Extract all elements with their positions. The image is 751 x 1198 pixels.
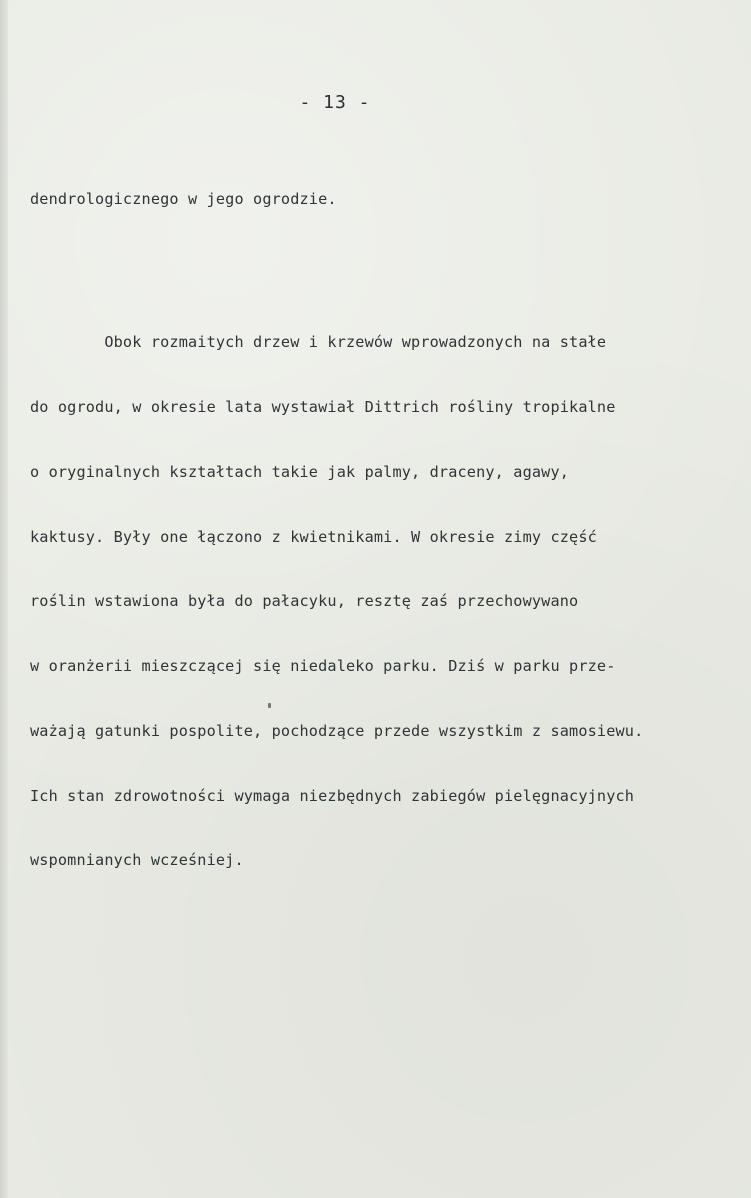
text-line: roślin wstawiona była do pałacyku, resztę zaś przechowywano xyxy=(30,592,579,611)
page-number: - 13 - xyxy=(299,92,371,113)
text-line: w oranżerii mieszczącej się niedaleko parku. Dziś w parku prze- xyxy=(30,657,616,676)
text-line: do ogrodu, w okresie lata wystawiał Dittrich rośliny tropikalne xyxy=(30,397,616,416)
text-line: kaktusy. Były one łączono z kwietnikami. W okresie zimy część xyxy=(30,527,597,546)
text-line: Obok rozmaitych drzew i krzewów wprowadzonych na stałe xyxy=(30,333,607,352)
text-line: o oryginalnych kształtach takie jak palmy, draceny, agawy, xyxy=(30,462,570,481)
paper-edge xyxy=(0,0,8,1198)
paragraph-gap xyxy=(30,254,730,289)
text-line: Ich stan zdrowotności wymaga niezbędnych zabiegów pielęgnacyjnych xyxy=(30,786,635,805)
document-body xyxy=(30,146,730,915)
text-line: wspomnianych wcześniej. xyxy=(30,851,244,870)
ink-mark xyxy=(268,703,271,708)
text-line: ważają gatunki pospolite, pochodzące przede wszystkim z samosiewu. xyxy=(30,721,644,740)
text-line: dendrologicznego w jego ogrodzie. xyxy=(30,190,337,209)
